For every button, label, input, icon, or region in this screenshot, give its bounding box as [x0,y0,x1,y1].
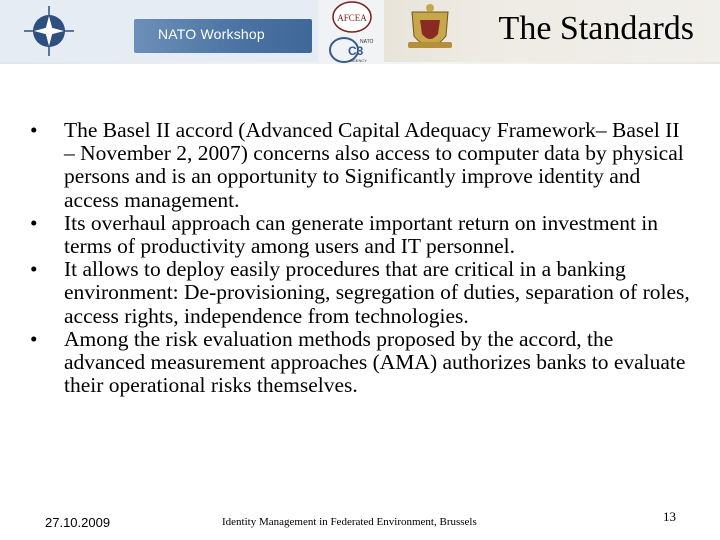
bullet-text: It allows to deploy easily procedures that are critical in a banking environment: De-provisioning, segregation of duties, separation of roles, access rights, independence from technologies. [64,257,690,328]
page-number: 13 [663,509,676,524]
nato-compass-icon [22,4,76,58]
nc3-main-text: C3 [348,44,364,58]
bullet-item [30,119,690,212]
nc3-agency-logo-icon [324,34,380,64]
nato-workshop-banner [134,19,312,53]
bullet-icon: • [30,118,38,142]
footer-title: Identity Management in Federated Environment, Brussels [222,516,477,528]
nato-header-block [0,0,318,62]
bullet-text: Among the risk evaluation methods proposed by the accord, the advanced measurement approaches (AMA) authorizes banks to evaluate their operational risks themselves. [64,326,686,398]
bullet-text: The Basel II accord (Advanced Capital Adequacy Framework– Basel II – November 2, 2007) concerns also access to computer data by physical persons and is an opportunity to Significantly improve identity and access management. [64,118,684,212]
nc3-top-text: NATO [360,39,374,45]
nc3-sub-text: AGENCY [350,58,367,63]
bullet-list [30,119,690,397]
bullet-icon: • [30,257,38,282]
bullet-item [30,258,690,328]
slide-title: The Standards [498,10,694,47]
bullet-item [30,328,690,398]
afcea-text: AFCEA [337,13,367,23]
footer-date: 27.10.2009 [45,515,111,530]
bullet-text: Its overhaul approach can generate important return on investment in terms of productivity among users and IT personnel. [64,210,659,259]
bullet-icon: • [30,326,38,351]
bullet-icon: • [30,210,38,235]
nato-workshop-label: NATO Workshop [158,26,265,42]
coat-of-arms-icon [400,2,460,60]
afcea-logo-icon [330,0,374,34]
slide-header [0,0,720,64]
bullet-item [30,212,690,258]
